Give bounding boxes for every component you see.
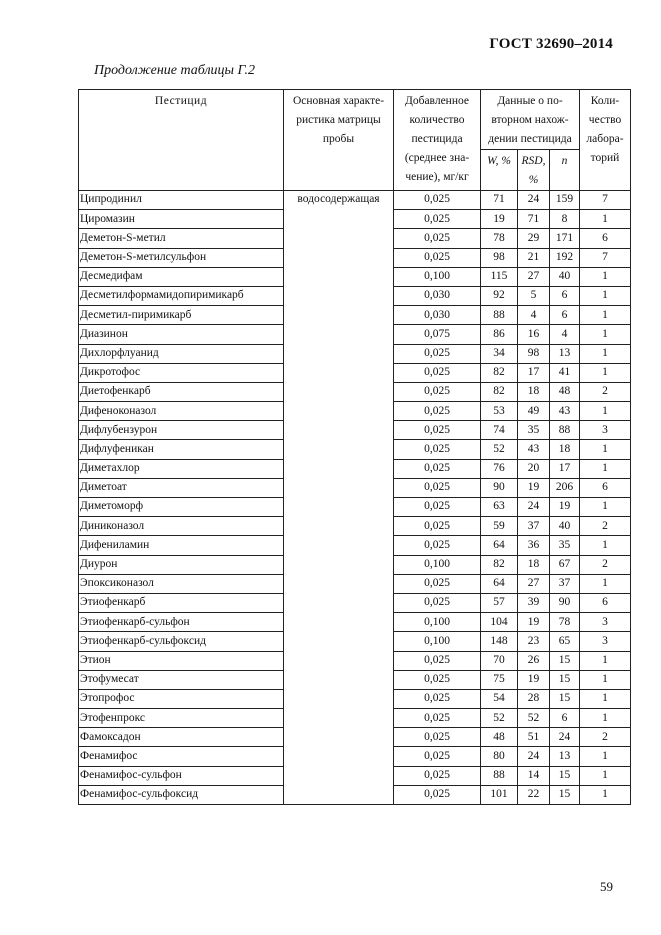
labs-count-cell: 2 [580,382,631,401]
labs-count-cell: 2 [580,517,631,536]
rsd-percent-cell: 24 [518,498,550,517]
header-rsd-percent: RSD, % [518,150,550,191]
w-percent-cell: 82 [481,382,518,401]
rsd-percent-cell: 26 [518,651,550,670]
pesticide-name-cell: Диазинон [79,325,284,344]
header-labs-count: Коли-чество лабора-торий [580,90,631,191]
labs-count-cell: 3 [580,613,631,632]
pesticide-name-cell: Диметахлор [79,459,284,478]
added-amount-cell: 0,025 [394,574,481,593]
rsd-percent-cell: 98 [518,344,550,363]
rsd-percent-cell: 51 [518,728,550,747]
pesticide-name-cell: Десмедифам [79,267,284,286]
n-cell: 78 [550,613,580,632]
added-amount-cell: 0,025 [394,766,481,785]
pesticide-name-cell: Диметоат [79,478,284,497]
labs-count-cell: 2 [580,555,631,574]
labs-count-cell: 1 [580,440,631,459]
pesticide-name-cell: Дифлубензурон [79,421,284,440]
w-percent-cell: 48 [481,728,518,747]
pesticide-name-cell: Десметил-пиримикарб [79,306,284,325]
labs-count-cell: 1 [580,709,631,728]
added-amount-cell: 0,025 [394,728,481,747]
n-cell: 8 [550,210,580,229]
added-amount-cell: 0,025 [394,229,481,248]
rsd-percent-cell: 18 [518,382,550,401]
page-number: 59 [600,879,613,894]
pesticide-name-cell: Фамоксадон [79,728,284,747]
rsd-percent-cell: 20 [518,459,550,478]
w-percent-cell: 57 [481,593,518,612]
w-percent-cell: 80 [481,747,518,766]
rsd-percent-cell: 49 [518,402,550,421]
rsd-percent-cell: 4 [518,306,550,325]
added-amount-cell: 0,025 [394,689,481,708]
labs-count-cell: 1 [580,651,631,670]
labs-count-cell: 7 [580,191,631,210]
added-amount-cell: 0,030 [394,286,481,305]
n-cell: 206 [550,478,580,497]
added-amount-cell: 0,075 [394,325,481,344]
n-cell: 6 [550,306,580,325]
labs-count-cell: 1 [580,574,631,593]
labs-count-cell: 7 [580,248,631,267]
labs-count-cell: 1 [580,766,631,785]
w-percent-cell: 92 [481,286,518,305]
pesticide-name-cell: Этопрофос [79,689,284,708]
n-cell: 43 [550,402,580,421]
n-cell: 67 [550,555,580,574]
pesticide-name-cell: Десметилформамидопиримикарб [79,286,284,305]
added-amount-cell: 0,025 [394,785,481,804]
added-amount-cell: 0,025 [394,382,481,401]
w-percent-cell: 82 [481,363,518,382]
n-cell: 90 [550,593,580,612]
w-percent-cell: 63 [481,498,518,517]
n-cell: 18 [550,440,580,459]
rsd-percent-cell: 23 [518,632,550,651]
w-percent-cell: 98 [481,248,518,267]
pesticide-name-cell: Диурон [79,555,284,574]
rsd-percent-cell: 19 [518,613,550,632]
pesticide-name-cell: Эпоксиконазол [79,574,284,593]
w-percent-cell: 52 [481,440,518,459]
document-code: ГОСТ 32690–2014 [489,36,613,52]
rsd-percent-cell: 71 [518,210,550,229]
added-amount-cell: 0,025 [394,421,481,440]
labs-count-cell: 1 [580,747,631,766]
w-percent-cell: 19 [481,210,518,229]
n-cell: 15 [550,766,580,785]
w-percent-cell: 54 [481,689,518,708]
n-cell: 19 [550,498,580,517]
added-amount-cell: 0,100 [394,555,481,574]
labs-count-cell: 3 [580,421,631,440]
n-cell: 65 [550,632,580,651]
pesticide-name-cell: Диметоморф [79,498,284,517]
pesticide-name-cell: Этиофенкарб-сульфоксид [79,632,284,651]
added-amount-cell: 0,025 [394,402,481,421]
w-percent-cell: 148 [481,632,518,651]
n-cell: 13 [550,747,580,766]
added-amount-cell: 0,100 [394,613,481,632]
added-amount-cell: 0,025 [394,709,481,728]
rsd-percent-cell: 27 [518,267,550,286]
added-amount-cell: 0,025 [394,344,481,363]
rsd-percent-cell: 28 [518,689,550,708]
added-amount-cell: 0,025 [394,498,481,517]
w-percent-cell: 82 [481,555,518,574]
pesticide-name-cell: Диетофенкарб [79,382,284,401]
n-cell: 13 [550,344,580,363]
pesticide-name-cell: Этиофенкарб-сульфон [79,613,284,632]
added-amount-cell: 0,025 [394,363,481,382]
pesticide-table [78,89,631,805]
added-amount-cell: 0,025 [394,440,481,459]
n-cell: 15 [550,785,580,804]
n-cell: 15 [550,689,580,708]
added-amount-cell: 0,025 [394,210,481,229]
pesticide-name-cell: Фенамифос-сульфоксид [79,785,284,804]
rsd-percent-cell: 5 [518,286,550,305]
labs-count-cell: 1 [580,536,631,555]
added-amount-cell: 0,025 [394,517,481,536]
w-percent-cell: 75 [481,670,518,689]
labs-count-cell: 1 [580,325,631,344]
n-cell: 192 [550,248,580,267]
n-cell: 15 [550,651,580,670]
added-amount-cell: 0,025 [394,459,481,478]
w-percent-cell: 88 [481,306,518,325]
labs-count-cell: 1 [580,785,631,804]
rsd-percent-cell: 19 [518,478,550,497]
pesticide-name-cell: Циромазин [79,210,284,229]
pesticide-name-cell: Дифлуфеникан [79,440,284,459]
w-percent-cell: 64 [481,574,518,593]
rsd-percent-cell: 37 [518,517,550,536]
rsd-percent-cell: 16 [518,325,550,344]
w-percent-cell: 64 [481,536,518,555]
n-cell: 48 [550,382,580,401]
rsd-percent-cell: 35 [518,421,550,440]
w-percent-cell: 34 [481,344,518,363]
labs-count-cell: 1 [580,286,631,305]
n-cell: 15 [550,670,580,689]
rsd-percent-cell: 24 [518,747,550,766]
w-percent-cell: 59 [481,517,518,536]
matrix-cell: водосодержащая [284,191,394,805]
w-percent-cell: 52 [481,709,518,728]
added-amount-cell: 0,025 [394,747,481,766]
added-amount-cell: 0,025 [394,651,481,670]
labs-count-cell: 1 [580,306,631,325]
added-amount-cell: 0,025 [394,478,481,497]
w-percent-cell: 76 [481,459,518,478]
labs-count-cell: 1 [580,498,631,517]
header-added-amount: Добавленное количество пестицида (среднее зна-чение), мг/кг [394,90,481,191]
pesticide-name-cell: Фенамифос-сульфон [79,766,284,785]
n-cell: 41 [550,363,580,382]
labs-count-cell: 1 [580,459,631,478]
pesticide-name-cell: Ципродинил [79,191,284,210]
n-cell: 171 [550,229,580,248]
labs-count-cell: 6 [580,593,631,612]
rsd-percent-cell: 21 [518,248,550,267]
labs-count-cell: 6 [580,478,631,497]
labs-count-cell: 6 [580,229,631,248]
n-cell: 88 [550,421,580,440]
rsd-percent-cell: 27 [518,574,550,593]
w-percent-cell: 78 [481,229,518,248]
w-percent-cell: 115 [481,267,518,286]
pesticide-name-cell: Этофумесат [79,670,284,689]
rsd-percent-cell: 43 [518,440,550,459]
labs-count-cell: 1 [580,344,631,363]
n-cell: 17 [550,459,580,478]
rsd-percent-cell: 14 [518,766,550,785]
added-amount-cell: 0,100 [394,632,481,651]
rsd-percent-cell: 39 [518,593,550,612]
table-continuation-caption: Продолжение таблицы Г.2 [94,63,255,78]
rsd-percent-cell: 17 [518,363,550,382]
rsd-percent-cell: 52 [518,709,550,728]
n-cell: 24 [550,728,580,747]
added-amount-cell: 0,025 [394,536,481,555]
added-amount-cell: 0,100 [394,267,481,286]
rsd-percent-cell: 22 [518,785,550,804]
pesticide-name-cell: Этион [79,651,284,670]
pesticide-name-cell: Деметон-S-метилсульфон [79,248,284,267]
w-percent-cell: 86 [481,325,518,344]
labs-count-cell: 1 [580,689,631,708]
n-cell: 159 [550,191,580,210]
w-percent-cell: 53 [481,402,518,421]
w-percent-cell: 101 [481,785,518,804]
labs-count-cell: 1 [580,210,631,229]
n-cell: 4 [550,325,580,344]
added-amount-cell: 0,025 [394,670,481,689]
labs-count-cell: 1 [580,363,631,382]
labs-count-cell: 1 [580,267,631,286]
added-amount-cell: 0,030 [394,306,481,325]
rsd-percent-cell: 18 [518,555,550,574]
pesticide-name-cell: Этиофенкарб [79,593,284,612]
n-cell: 37 [550,574,580,593]
pesticide-name-cell: Этофенпрокс [79,709,284,728]
n-cell: 40 [550,267,580,286]
labs-count-cell: 1 [580,402,631,421]
pesticide-name-cell: Диниконазол [79,517,284,536]
table-row [79,191,631,210]
pesticide-name-cell: Дихлорфлуанид [79,344,284,363]
rsd-percent-cell: 29 [518,229,550,248]
header-w-percent: W, % [481,150,518,191]
w-percent-cell: 71 [481,191,518,210]
header-n: n [550,150,580,191]
rsd-percent-cell: 36 [518,536,550,555]
w-percent-cell: 90 [481,478,518,497]
pesticide-name-cell: Дифениламин [79,536,284,555]
table-body [79,191,631,805]
labs-count-cell: 1 [580,670,631,689]
header-repeat-data: Данные о по-вторном нахож-дении пестицида [481,90,580,150]
pesticide-name-cell: Дикротофос [79,363,284,382]
n-cell: 40 [550,517,580,536]
n-cell: 6 [550,709,580,728]
pesticide-name-cell: Фенамифос [79,747,284,766]
w-percent-cell: 74 [481,421,518,440]
rsd-percent-cell: 24 [518,191,550,210]
rsd-percent-cell: 19 [518,670,550,689]
header-matrix: Основная характе-ристика матрицы пробы [284,90,394,191]
header-pesticide: Пестицид [79,90,284,191]
pesticide-name-cell: Дифеноконазол [79,402,284,421]
added-amount-cell: 0,025 [394,191,481,210]
labs-count-cell: 3 [580,632,631,651]
added-amount-cell: 0,025 [394,248,481,267]
n-cell: 6 [550,286,580,305]
pesticide-name-cell: Деметон-S-метил [79,229,284,248]
labs-count-cell: 2 [580,728,631,747]
n-cell: 35 [550,536,580,555]
added-amount-cell: 0,025 [394,593,481,612]
w-percent-cell: 104 [481,613,518,632]
w-percent-cell: 70 [481,651,518,670]
w-percent-cell: 88 [481,766,518,785]
